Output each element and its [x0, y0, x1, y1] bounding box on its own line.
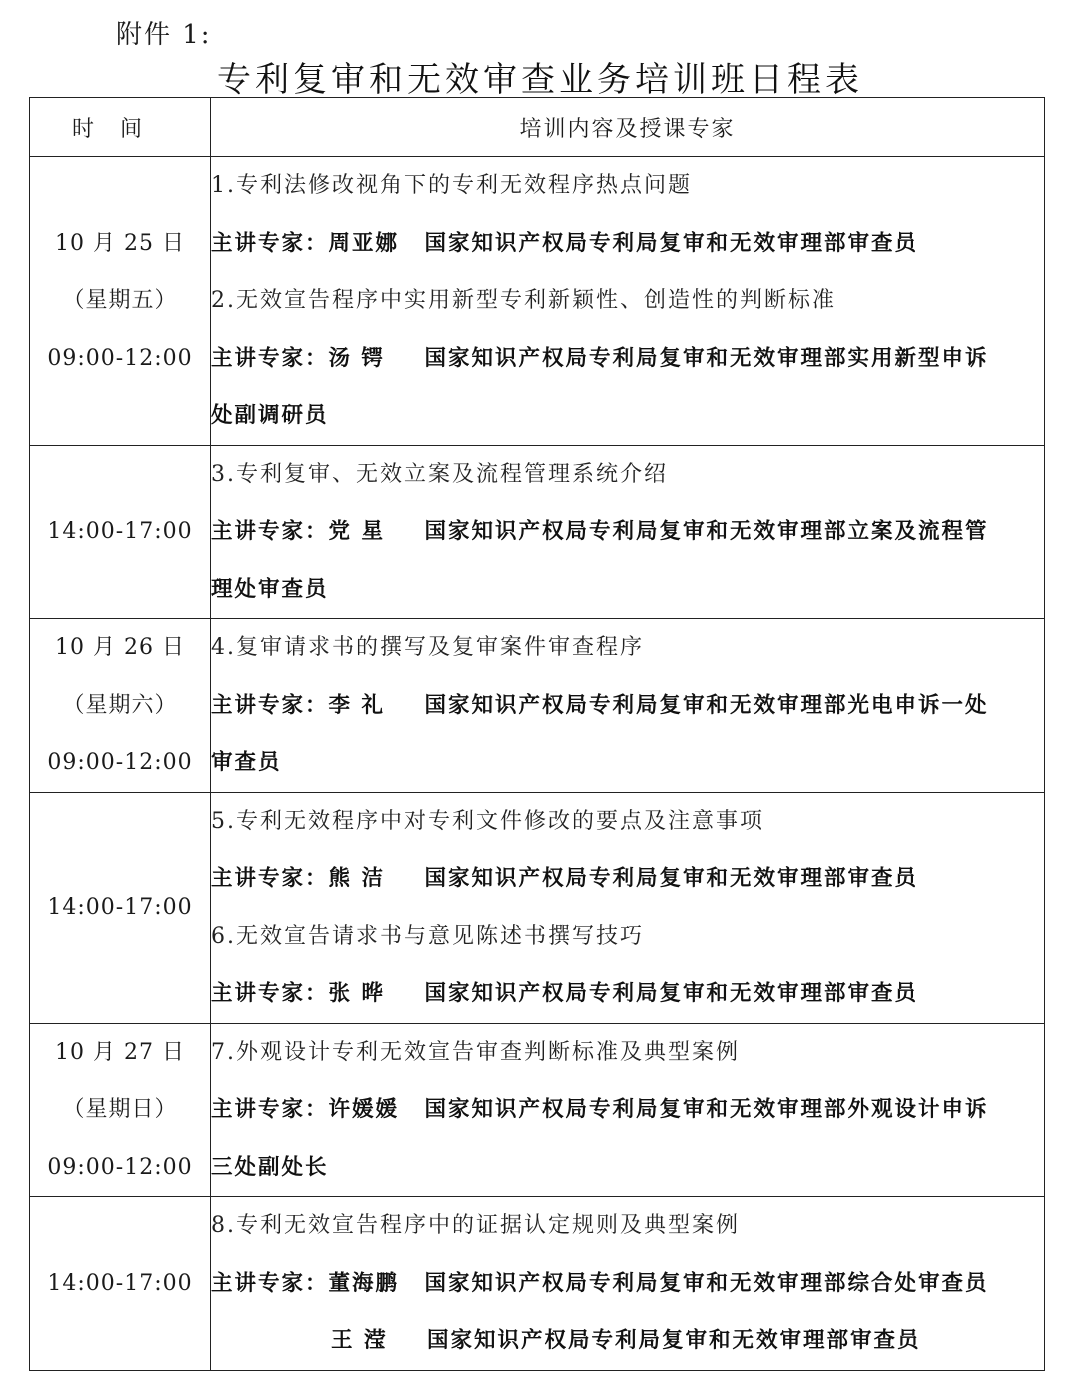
time-range: 09:00-12:00	[47, 1154, 193, 1180]
time-cell	[30, 1023, 211, 1197]
time-range: 14:00-17:00	[47, 519, 193, 544]
time-cell	[30, 445, 211, 619]
time-cell	[30, 619, 211, 793]
speaker-line: 主讲专家：党 星 国家知识产权局专利局复审和无效审理部立案及流程管	[211, 503, 1044, 561]
speaker-name: 汤 锷	[328, 345, 386, 371]
content-cell	[211, 619, 1045, 793]
table-row	[30, 792, 1045, 1023]
speaker-title: 国家知识产权局专利局复审和无效审理部实用新型申诉	[424, 345, 989, 371]
speaker-name: 熊 洁	[328, 866, 386, 891]
date-text: 10 月 26 日	[55, 635, 185, 660]
content-cell	[211, 1197, 1045, 1371]
speaker-name: 李 礼	[328, 692, 386, 718]
topic: 8.专利无效宣告程序中的证据认定规则及典型案例	[211, 1213, 740, 1238]
speaker-title-continued: 审查员	[211, 750, 282, 775]
speaker-line: 主讲专家：董海鹏 国家知识产权局专利局复审和无效审理部综合处审查员	[211, 1255, 1044, 1313]
date-text: 10 月 27 日	[55, 1039, 185, 1065]
header-time: 时间	[30, 98, 211, 157]
table-row	[30, 1197, 1045, 1371]
weekday-text: （星期日）	[62, 1097, 178, 1122]
speaker-title: 国家知识产权局专利局复审和无效审理部审查员	[424, 866, 919, 891]
topic: 7.外观设计专利无效宣告审查判断标准及典型案例	[211, 1039, 740, 1065]
speaker-title: 国家知识产权局专利局复审和无效审理部审查员	[424, 230, 919, 256]
speaker-name: 董海鹏	[328, 1270, 400, 1296]
speaker-line: 主讲专家：汤 锷 国家知识产权局专利局复审和无效审理部实用新型申诉	[211, 330, 1044, 388]
time-range: 14:00-17:00	[47, 1270, 193, 1296]
header-content: 培训内容及授课专家	[211, 98, 1045, 157]
speaker-line	[211, 1312, 1044, 1370]
speaker-line: 主讲专家：周亚娜 国家知识产权局专利局复审和无效审理部审查员	[211, 215, 1044, 273]
table-row	[30, 619, 1045, 793]
topic: 1.专利法修改视角下的专利无效程序热点问题	[211, 173, 692, 198]
speaker-title-continued: 三处副处长	[211, 1154, 329, 1180]
date-text: 10 月 25 日	[55, 230, 185, 256]
speaker-name: 张 晔	[328, 981, 386, 1006]
schedule-table	[29, 97, 1045, 1371]
speaker-title: 国家知识产权局专利局复审和无效审理部审查员	[427, 1328, 921, 1353]
topic: 3.专利复审、无效立案及流程管理系统介绍	[211, 461, 668, 487]
speaker-name: 许媛媛	[328, 1097, 400, 1122]
content-cell	[211, 1023, 1045, 1197]
topic: 2.无效宣告程序中实用新型专利新颖性、创造性的判断标准	[211, 288, 836, 313]
time-range: 14:00-17:00	[47, 894, 193, 920]
speaker-title-continued: 理处审查员	[211, 576, 329, 602]
speaker-line: 主讲专家：熊 洁 国家知识产权局专利局复审和无效审理部审查员	[211, 850, 1044, 908]
speaker-line: 主讲专家：许媛媛 国家知识产权局专利局复审和无效审理部外观设计申诉	[211, 1081, 1044, 1139]
speaker-title: 国家知识产权局专利局复审和无效审理部光电申诉一处	[424, 692, 989, 718]
time-range: 09:00-12:00	[47, 345, 193, 371]
speaker-name: 王 滢	[331, 1328, 388, 1353]
time-range: 09:00-12:00	[47, 750, 193, 775]
weekday-text: （星期五）	[62, 288, 178, 313]
speaker-name: 周亚娜	[328, 230, 400, 256]
speaker-title: 国家知识产权局专利局复审和无效审理部外观设计申诉	[424, 1097, 989, 1122]
topic: 6.无效宣告请求书与意见陈述书撰写技巧	[211, 923, 644, 949]
speaker-title: 国家知识产权局专利局复审和无效审理部综合处审查员	[424, 1270, 989, 1296]
speaker-line: 主讲专家：李 礼 国家知识产权局专利局复审和无效审理部光电申诉一处	[211, 677, 1044, 735]
table-header-row	[30, 98, 1045, 157]
speaker-line: 主讲专家：张 晔 国家知识产权局专利局复审和无效审理部审查员	[211, 965, 1044, 1023]
table-row	[30, 1023, 1045, 1197]
topic: 4.复审请求书的撰写及复审案件审查程序	[211, 635, 644, 660]
table-row	[30, 157, 1045, 446]
time-cell	[30, 157, 211, 446]
table-row	[30, 445, 1045, 619]
speaker-title: 国家知识产权局专利局复审和无效审理部审查员	[424, 981, 919, 1006]
attachment-label: 附件 1:	[116, 20, 212, 50]
time-cell	[30, 1197, 211, 1371]
page-title: 专利复审和无效审查业务培训班日程表	[217, 60, 863, 100]
topic: 5.专利无效程序中对专利文件修改的要点及注意事项	[211, 808, 764, 834]
content-cell	[211, 445, 1045, 619]
time-cell	[30, 792, 211, 1023]
content-cell	[211, 792, 1045, 1023]
speaker-title-continued: 处副调研员	[211, 403, 329, 428]
content-cell	[211, 157, 1045, 446]
speaker-title: 国家知识产权局专利局复审和无效审理部立案及流程管	[424, 519, 989, 544]
weekday-text: （星期六）	[62, 692, 178, 718]
speaker-name: 党 星	[328, 519, 386, 544]
